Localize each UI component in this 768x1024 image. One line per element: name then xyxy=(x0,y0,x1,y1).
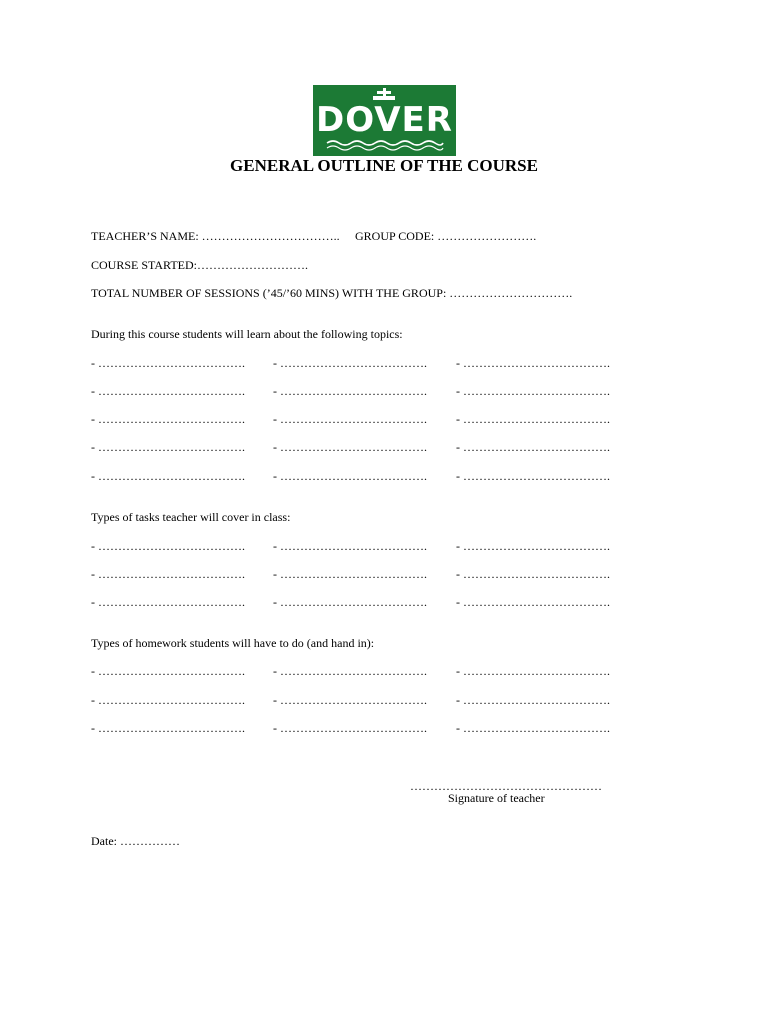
blank-item[interactable]: - ………………………………. xyxy=(456,412,610,426)
signature-line[interactable]: ………………………………………… xyxy=(410,779,602,793)
tasks-row xyxy=(91,567,711,581)
blank-item[interactable]: - ………………………………. xyxy=(456,539,610,553)
homework-row xyxy=(91,721,711,735)
homework-row xyxy=(91,664,711,678)
blank-item[interactable]: - ………………………………. xyxy=(456,693,610,707)
tasks-row xyxy=(91,539,711,553)
blank-item[interactable]: - ………………………………. xyxy=(91,539,245,553)
teacher-name-field[interactable]: TEACHER’S NAME: …………………………….. xyxy=(91,229,340,243)
group-code-field[interactable]: GROUP CODE: ……………………. xyxy=(355,229,537,243)
blank-item[interactable]: - ………………………………. xyxy=(456,595,610,609)
blank-item[interactable]: - ………………………………. xyxy=(456,469,610,483)
tasks-heading: Types of tasks teacher will cover in class: xyxy=(91,510,291,524)
signature-label: Signature of teacher xyxy=(448,791,545,805)
blank-item[interactable]: - ………………………………. xyxy=(91,384,245,398)
blank-item[interactable]: - ………………………………. xyxy=(91,693,245,707)
blank-item[interactable]: - ………………………………. xyxy=(456,384,610,398)
course-started-field[interactable]: COURSE STARTED:………………………. xyxy=(91,258,308,272)
blank-item[interactable]: - ………………………………. xyxy=(456,356,610,370)
blank-item[interactable]: - ………………………………. xyxy=(91,595,245,609)
logo-text: DOVER xyxy=(316,100,453,140)
date-field[interactable]: Date: …………… xyxy=(91,834,180,848)
blank-item[interactable]: - ………………………………. xyxy=(273,595,427,609)
blank-item[interactable]: - ………………………………. xyxy=(91,469,245,483)
topics-row xyxy=(91,356,711,370)
homework-heading: Types of homework students will have to do (and hand in): xyxy=(91,636,375,650)
topics-row xyxy=(91,469,711,483)
blank-item[interactable]: - ………………………………. xyxy=(273,384,427,398)
total-sessions-field[interactable]: TOTAL NUMBER OF SESSIONS (’45/’60 MINS) WITH THE GROUP: …………………………. xyxy=(91,286,573,300)
blank-item[interactable]: - ………………………………. xyxy=(273,567,427,581)
topics-row xyxy=(91,412,711,426)
dover-logo xyxy=(313,85,456,156)
blank-item[interactable]: - ………………………………. xyxy=(91,721,245,735)
page-title: GENERAL OUTLINE OF THE COURSE xyxy=(230,156,538,175)
blank-item[interactable]: - ………………………………. xyxy=(273,469,427,483)
blank-item[interactable]: - ………………………………. xyxy=(273,356,427,370)
blank-item[interactable]: - ………………………………. xyxy=(91,440,245,454)
tasks-row xyxy=(91,595,711,609)
blank-item[interactable]: - ………………………………. xyxy=(456,664,610,678)
blank-item[interactable]: - ………………………………. xyxy=(273,664,427,678)
blank-item[interactable]: - ………………………………. xyxy=(456,567,610,581)
blank-item[interactable]: - ………………………………. xyxy=(273,412,427,426)
topics-heading: During this course students will learn about the following topics: xyxy=(91,327,403,341)
blank-item[interactable]: - ………………………………. xyxy=(273,693,427,707)
blank-item[interactable]: - ………………………………. xyxy=(273,539,427,553)
blank-item[interactable]: - ………………………………. xyxy=(91,412,245,426)
blank-item[interactable]: - ………………………………. xyxy=(91,567,245,581)
blank-item[interactable]: - ………………………………. xyxy=(91,664,245,678)
blank-item[interactable]: - ………………………………. xyxy=(273,440,427,454)
topics-row xyxy=(91,384,711,398)
homework-row xyxy=(91,693,711,707)
blank-item[interactable]: - ………………………………. xyxy=(456,721,610,735)
topics-row xyxy=(91,440,711,454)
blank-item[interactable]: - ………………………………. xyxy=(456,440,610,454)
blank-item[interactable]: - ………………………………. xyxy=(91,356,245,370)
blank-item[interactable]: - ………………………………. xyxy=(273,721,427,735)
